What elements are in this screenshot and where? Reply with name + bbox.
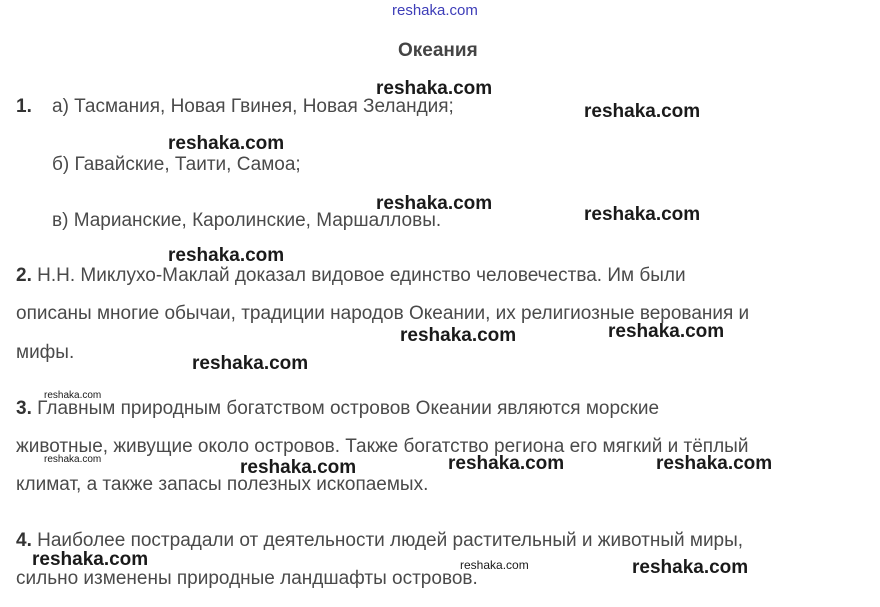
top-watermark: reshaka.com xyxy=(392,2,478,19)
watermark: reshaka.com xyxy=(584,204,701,225)
watermark: reshaka.com xyxy=(168,245,285,266)
answer-1-number: 1. xyxy=(16,96,32,117)
watermark: reshaka.com xyxy=(192,353,309,374)
answer-2-line-2: описаны многие обычаи, традиции народов Океании, их религиозные верования и xyxy=(16,303,750,324)
watermark: reshaka.com xyxy=(240,457,357,478)
watermark: reshaka.com xyxy=(32,549,149,570)
answer-3-text-1: Главным природным богатством островов Океании являются морские xyxy=(37,398,660,419)
watermark: reshaka.com xyxy=(584,101,701,122)
watermark: reshaka.com xyxy=(656,453,773,474)
answer-1c: в) Марианские, Каролинские, Маршалловы. xyxy=(52,210,442,231)
answer-3-line-1 xyxy=(16,398,659,420)
watermark: reshaka.com xyxy=(376,78,493,99)
answer-2-line-3: мифы. xyxy=(16,342,75,363)
answer-3-line-2: животные, живущие около островов. Также богатство региона его мягкий и тёплый xyxy=(16,436,749,457)
watermark: reshaka.com xyxy=(400,325,517,346)
watermark-small: reshaka.com xyxy=(44,390,102,401)
watermark-small: reshaka.com xyxy=(44,454,102,465)
answer-4-line-2: сильно изменены природные ландшафты островов. xyxy=(16,568,478,589)
answer-3-number: 3. xyxy=(16,398,32,419)
answer-2-line-1 xyxy=(16,265,686,287)
watermark: reshaka.com xyxy=(168,133,285,154)
watermark-small: reshaka.com xyxy=(460,558,529,572)
watermark: reshaka.com xyxy=(608,321,725,342)
answer-2-text-1: Н.Н. Миклухо-Маклай доказал видовое единство человечества. Им были xyxy=(37,265,686,286)
watermark: reshaka.com xyxy=(448,453,565,474)
answer-4-text-1: Наиболее пострадали от деятельности людей растительный и животный миры, xyxy=(37,530,744,551)
watermark: reshaka.com xyxy=(376,193,493,214)
watermark: reshaka.com xyxy=(632,557,749,578)
answer-3-line-3: климат, а также запасы полезных ископаемых. xyxy=(16,474,429,495)
answer-1b: б) Гавайские, Таити, Самоа; xyxy=(52,154,301,175)
answer-1a: а) Тасмания, Новая Гвинея, Новая Зеландия; xyxy=(52,96,454,117)
answer-2-number: 2. xyxy=(16,265,32,286)
answer-4-number: 4. xyxy=(16,530,32,551)
page-title: Океания xyxy=(398,40,478,61)
